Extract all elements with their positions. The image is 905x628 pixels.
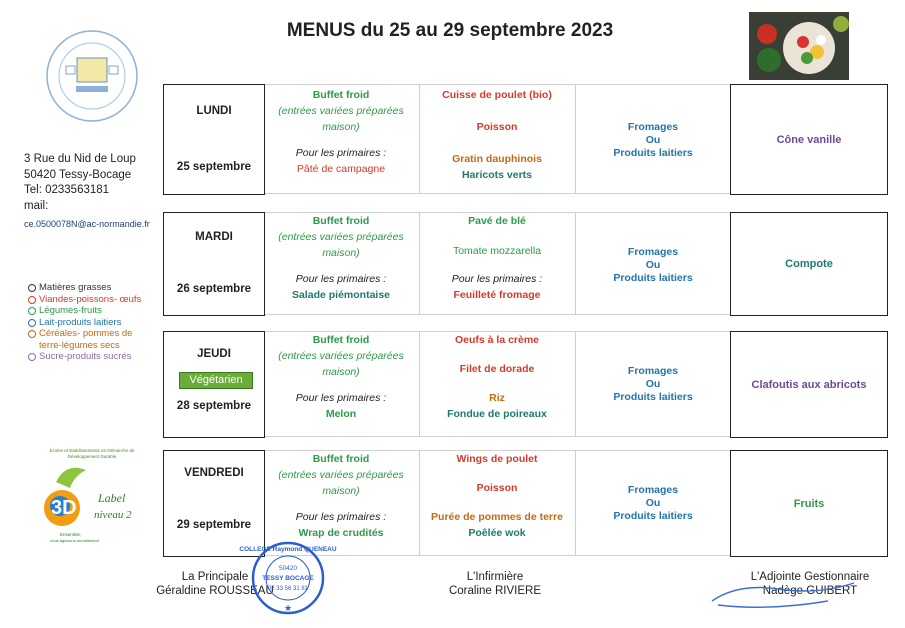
day-cell-monday xyxy=(163,84,265,195)
day-name: MARDI xyxy=(195,231,233,243)
dessert-cell: Cône vanille xyxy=(730,84,888,195)
phone: Tel: 0233563181 xyxy=(24,184,110,196)
main-cell: Oeufs à la crème Filet de dorade Riz Fondue de poireaux xyxy=(447,334,547,420)
legend-item: Légumes-fruits xyxy=(26,305,154,317)
starter-cell: Buffet froid (entrées variées préparées maison) Pour les primaires : Salade piémontaise xyxy=(278,215,404,301)
svg-text:Ecoles et Etablissements en Dé: Ecoles et Etablissements en Démarche de xyxy=(49,448,135,453)
svg-text:Label: Label xyxy=(98,491,126,505)
day-date: 25 septembre xyxy=(176,161,252,173)
legend-item: Sucre-produits sucrés xyxy=(26,351,154,363)
main-cell: Pavé de blé Tomate mozzarella Pour les primaires : Feuilleté fromage xyxy=(451,215,543,301)
svg-text:TESSY BOCAGE: TESSY BOCAGE xyxy=(262,575,314,582)
day-date: 28 septembre xyxy=(176,400,252,412)
school-address xyxy=(24,152,150,233)
manager-signature: L'Adjointe Gestionnaire Nadège GUIBERT xyxy=(750,571,870,597)
legend-item: Céréales- pommes de terre-légumes secs xyxy=(26,328,154,351)
starter-cell: Buffet froid (entrées variées préparées maison) Pour les primaires : Pâté de campagne xyxy=(278,89,404,175)
svg-text:Ensemble,: Ensemble, xyxy=(60,532,82,537)
dairy-cell: Fromages Ou Produits laitiers xyxy=(613,121,693,159)
day-cell-thursday xyxy=(163,331,265,438)
school-logo xyxy=(44,28,140,124)
main-cell: Wings de poulet Poisson Purée de pommes de terre Poêlée wok xyxy=(431,453,563,539)
dairy-cell: Fromages Ou Produits laitiers xyxy=(613,365,693,403)
legend-item: Matières grasses xyxy=(26,282,154,294)
svg-text:★: ★ xyxy=(283,603,293,613)
day-name: VENDREDI xyxy=(184,467,244,479)
nurse-signature: L'Infirmière Coraline RIVIERE xyxy=(448,571,542,597)
page-title: MENUS du 25 au 29 septembre 2023 xyxy=(286,20,614,41)
day-name: JEUDI xyxy=(197,348,231,360)
signature-scribble xyxy=(708,575,858,615)
food-photo xyxy=(749,12,849,80)
food-group-legend xyxy=(26,282,154,363)
dessert-cell: Clafoutis aux abricots xyxy=(730,331,888,438)
mail-label: mail: xyxy=(24,199,49,212)
main-cell: Cuisse de poulet (bio) Poisson Gratin dauphinois Haricots verts xyxy=(442,89,552,181)
legend-item: Lait-produits laitiers xyxy=(26,317,154,329)
bullet-icon xyxy=(28,353,36,361)
dessert-cell: Fruits xyxy=(730,450,888,557)
bullet-icon xyxy=(28,330,36,338)
svg-text:Développement Durable: Développement Durable xyxy=(67,454,117,459)
bullet-icon xyxy=(28,284,36,292)
day-date: 26 septembre xyxy=(176,283,252,295)
day-date: 29 septembre xyxy=(176,519,252,531)
principal-signature: La Principale Géraldine ROUSSEAU xyxy=(156,571,274,597)
dairy-cell: Fromages Ou Produits laitiers xyxy=(613,246,693,284)
address-line1: 3 Rue du Nid de Loup xyxy=(24,153,136,165)
svg-text:02 33 56 31 81: 02 33 56 31 81 xyxy=(267,586,309,592)
bullet-icon xyxy=(28,319,36,327)
school-stamp xyxy=(239,540,337,616)
label-3d-logo xyxy=(36,446,148,546)
svg-text:niveau 2: niveau 2 xyxy=(94,509,132,521)
svg-text:nous agissons durablement: nous agissons durablement xyxy=(50,538,99,543)
bullet-icon xyxy=(28,296,36,304)
svg-text:50420: 50420 xyxy=(278,565,298,572)
email-link[interactable]: ce.0500078N@ac-normandie.fr xyxy=(24,219,150,229)
dessert-cell: Compote xyxy=(730,212,888,316)
legend-item: Viandes-poissons- œufs xyxy=(26,294,154,306)
dairy-cell: Fromages Ou Produits laitiers xyxy=(613,484,693,522)
svg-text:3D: 3D xyxy=(51,497,77,519)
svg-text:COLLEGE Raymond QUENEAU: COLLEGE Raymond QUENEAU xyxy=(239,546,337,553)
address-line2: 50420 Tessy-Bocage xyxy=(24,168,132,181)
starter-cell: Buffet froid (entrées variées préparées maison) Pour les primaires : Wrap de crudités xyxy=(278,453,404,539)
bullet-icon xyxy=(28,307,36,315)
day-name: LUNDI xyxy=(196,105,232,117)
day-cell-tuesday xyxy=(163,212,265,316)
starter-cell: Buffet froid (entrées variées préparées maison) Pour les primaires : Melon xyxy=(278,334,404,420)
vegetarian-badge: Végétarien xyxy=(179,372,253,389)
